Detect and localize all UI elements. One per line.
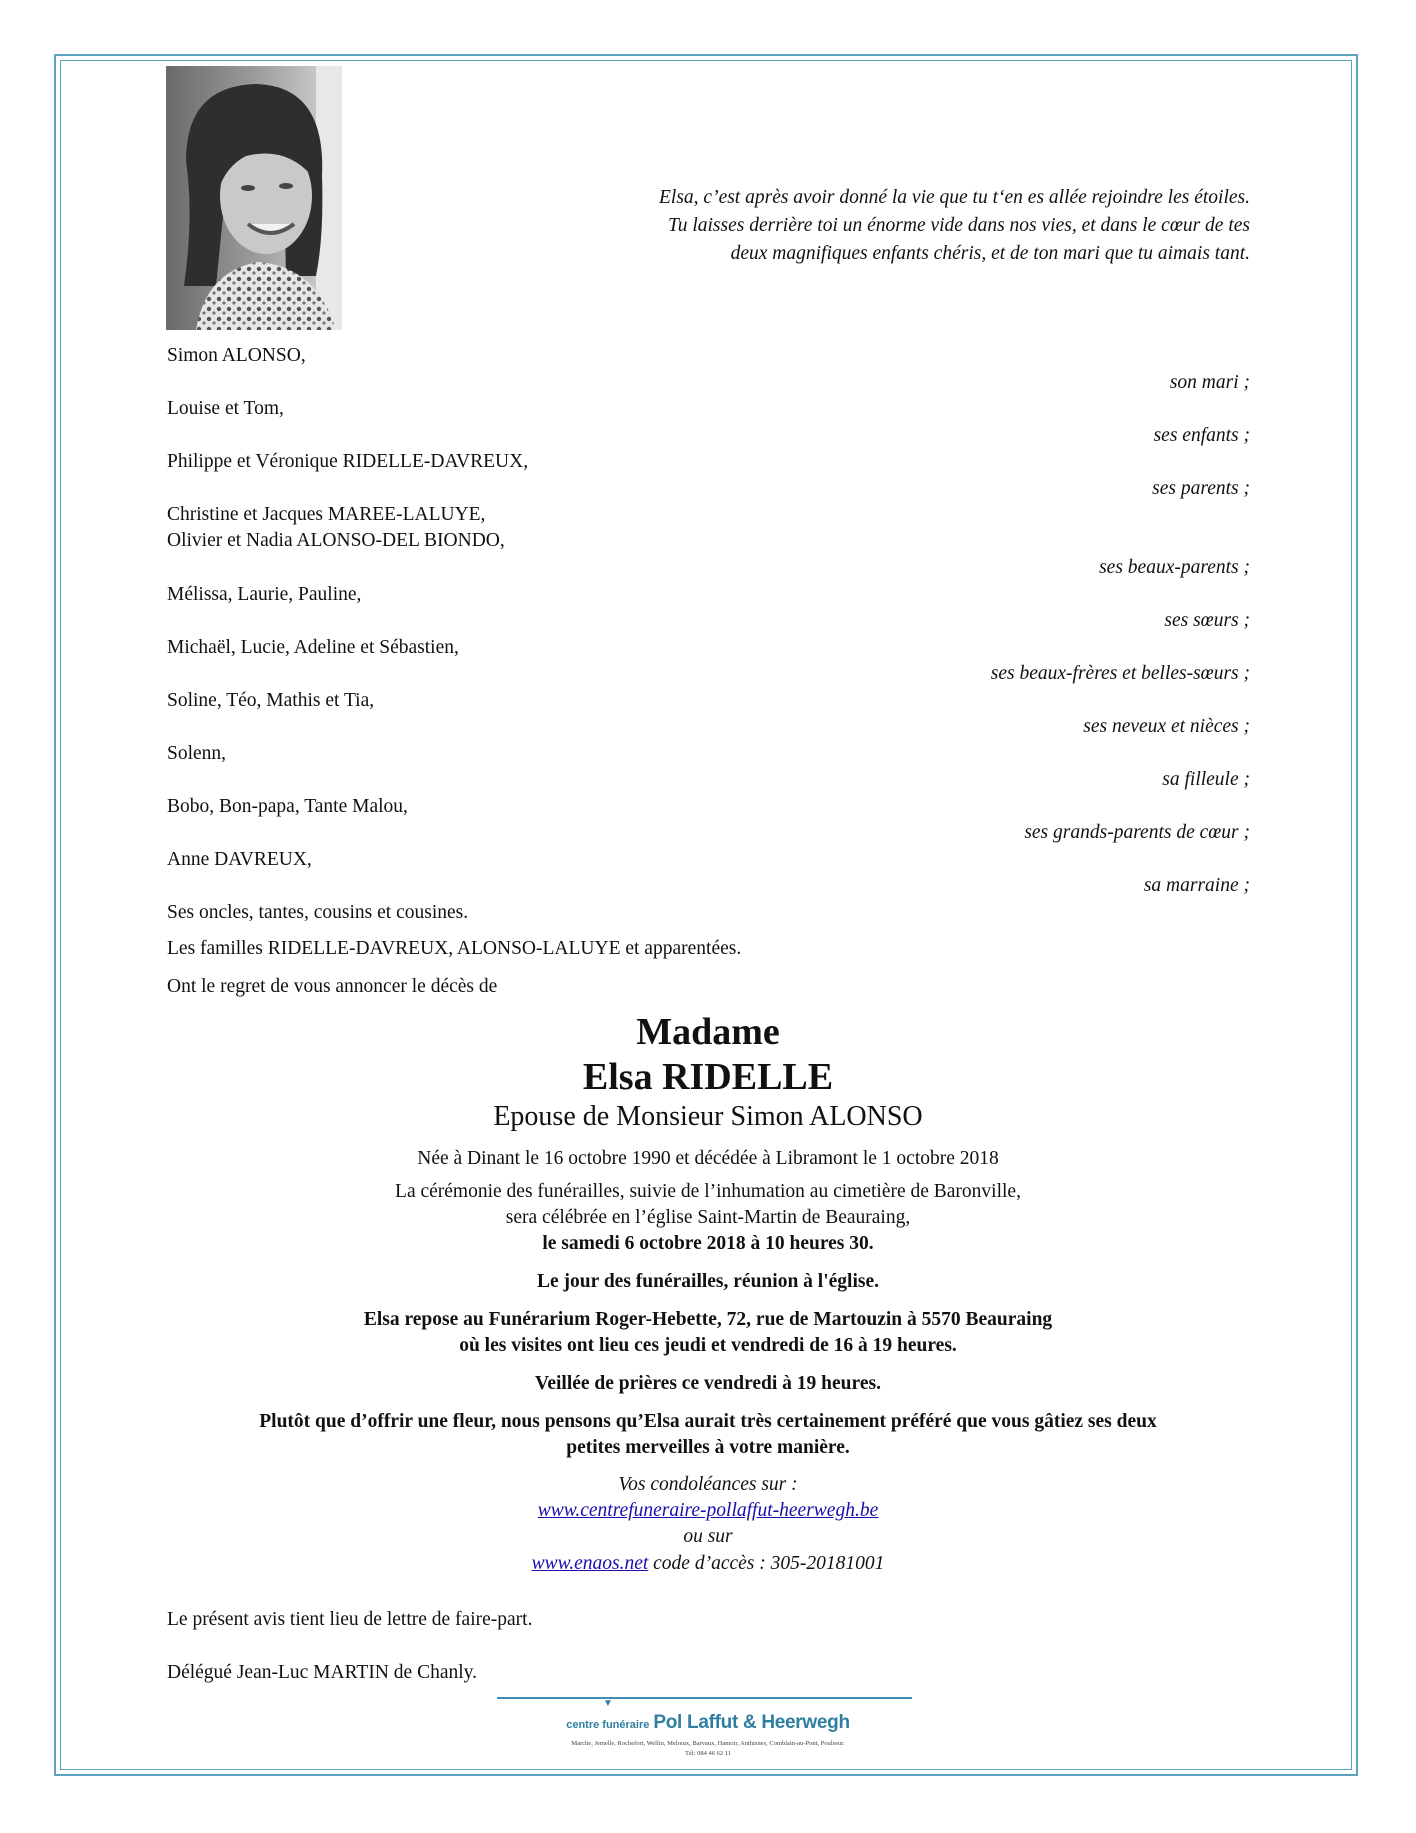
family-filleule-role: sa filleule ; <box>1162 769 1250 790</box>
family-beaux-freres-name: Michaël, Lucie, Adeline et Sébastien, <box>167 637 459 658</box>
deceased-dates: Née à Dinant le 16 octobre 1990 et décédée à Libramont le 1 octobre 2018 <box>417 1148 999 1169</box>
family-neveux-name: Soline, Téo, Mathis et Tia, <box>167 690 375 711</box>
family-parents-role: ses parents ; <box>1152 478 1250 499</box>
family-beaux-parents-name-1: Christine et Jacques MAREE-LALUYE, <box>167 504 486 525</box>
condolences-label: Vos condoléances sur : <box>618 1474 798 1495</box>
logo-places: Marche, Jemelle, Rochefort, Wellin, Melreux, Barvaux, Hamoir, Anthisnes, Comblain-au-Pont, Poulseur. <box>571 1740 845 1747</box>
family-beaux-freres-role: ses beaux-frères et belles-sœurs ; <box>990 663 1250 684</box>
deceased-title: Madame <box>636 1011 780 1053</box>
ceremony-line-1: La cérémonie des funérailles, suivie de l’inhumation au cimetière de Baronville, <box>395 1181 1021 1202</box>
family-parents-name: Philippe et Véronique RIDELLE-DAVREUX, <box>167 451 529 472</box>
ceremony-date: le samedi 6 octobre 2018 à 10 heures 30. <box>542 1233 874 1254</box>
condolences-or: ou sur <box>683 1526 733 1547</box>
family-beaux-parents-role: ses beaux-parents ; <box>1099 557 1250 578</box>
repose-line-2: où les visites ont lieu ces jeudi et vendredi de 16 à 19 heures. <box>459 1335 957 1356</box>
family-familles: Les familles RIDELLE-DAVREUX, ALONSO-LALUYE et apparentées. <box>167 938 742 959</box>
access-code: code d’accès : 305-20181001 <box>648 1553 885 1574</box>
fleur-line-1: Plutôt que d’offrir une fleur, nous pensons qu’Elsa aurait très certainement préféré que vous gâtiez ses deux <box>259 1411 1157 1432</box>
family-grands-parents-role: ses grands-parents de cœur ; <box>1024 822 1250 843</box>
quote-line-1: Elsa, c’est après avoir donné la vie que tu t‘en es allée rejoindre les étoiles. <box>659 187 1250 208</box>
delegue-line: Délégué Jean-Luc MARTIN de Chanly. <box>167 1662 478 1683</box>
family-marraine-role: sa marraine ; <box>1143 875 1250 896</box>
family-grands-parents-name: Bobo, Bon-papa, Tante Malou, <box>167 796 408 817</box>
family-filleule-name: Solenn, <box>167 743 227 764</box>
family-mari-role: son mari ; <box>1169 372 1250 393</box>
family-soeurs-name: Mélissa, Laurie, Pauline, <box>167 584 362 605</box>
footer-divider <box>497 1697 912 1699</box>
family-mari-name: Simon ALONSO, <box>167 345 306 366</box>
ceremony-line-2: sera célébrée en l’église Saint-Martin de Beauraing, <box>505 1207 911 1228</box>
announcement-line: Ont le regret de vous annoncer le décès de <box>167 976 498 997</box>
family-enfants-name: Louise et Tom, <box>167 398 284 419</box>
condolences-link-pollaffut[interactable]: www.centrefuneraire-pollaffut-heerwegh.be <box>537 1500 879 1521</box>
fleur-line-2: petites merveilles à votre manière. <box>566 1437 850 1458</box>
family-marraine-name: Anne DAVREUX, <box>167 849 312 870</box>
deceased-spouse: Epouse de Monsieur Simon ALONSO <box>493 1101 923 1132</box>
family-oncles: Ses oncles, tantes, cousins et cousines. <box>167 902 469 923</box>
funeral-home-logo <box>0 1712 1416 1734</box>
condolences-link-enaos[interactable]: www.enaos.net <box>531 1553 649 1574</box>
family-neveux-role: ses neveux et nièces ; <box>1083 716 1250 737</box>
veillee-line: Veillée de prières ce vendredi à 19 heures. <box>535 1373 881 1394</box>
family-enfants-role: ses enfants ; <box>1153 425 1250 446</box>
repose-line-1: Elsa repose au Funérarium Roger-Hebette, 72, rue de Martouzin à 5570 Beauraing <box>363 1309 1053 1330</box>
ceremony-reunion: Le jour des funérailles, réunion à l'église. <box>537 1271 879 1292</box>
portrait-photo <box>166 66 342 330</box>
quote-line-2: Tu laisses derrière toi un énorme vide dans nos vies, et dans le cœur de tes <box>667 215 1250 236</box>
logo-telephone: Tél: 084 46 62 11 <box>685 1750 731 1757</box>
logo-prefix: centre funéraire <box>566 1719 650 1731</box>
memorial-quote <box>470 184 1250 268</box>
deceased-name: Elsa RIDELLE <box>582 1056 834 1098</box>
logo-brand: Pol Laffut & Heerwegh <box>653 1712 850 1733</box>
family-beaux-parents-name-2: Olivier et Nadia ALONSO-DEL BIONDO, <box>167 530 505 551</box>
family-soeurs-role: ses sœurs ; <box>1164 610 1250 631</box>
avis-line: Le présent avis tient lieu de lettre de faire-part. <box>167 1609 533 1630</box>
footer-arrow-icon: ▼ <box>603 1698 613 1709</box>
quote-line-3: deux magnifiques enfants chéris, et de ton mari que tu aimais tant. <box>730 243 1250 264</box>
